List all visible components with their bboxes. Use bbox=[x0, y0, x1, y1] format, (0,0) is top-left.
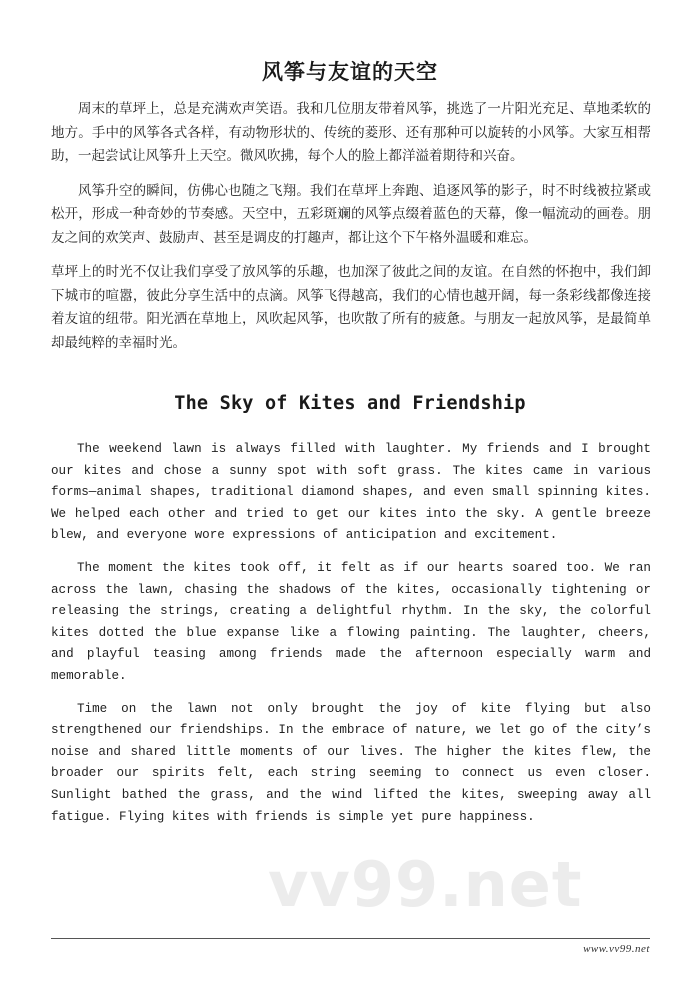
chinese-paragraph-2: 风筝升空的瞬间，仿佛心也随之飞翔。我们在草坪上奔跑、追逐风筝的影子，时不时线被拉紧或松开，形成一种奇妙的节奏感。天空中，五彩斑斓的风筝点缀着蓝色的天幕，像一幅流动的画卷。朋友之间的欢笑声、鼓励声、甚至是调皮的打趣声，都让这个下午格外温暖和难忘。 bbox=[51, 182, 651, 246]
english-body bbox=[51, 439, 651, 839]
chinese-title: 风筝与友谊的天空 bbox=[262, 59, 438, 84]
footer-url: www.vv99.net bbox=[583, 943, 650, 955]
chinese-body bbox=[51, 98, 651, 366]
english-paragraph-3: Time on the lawn not only brought the joy of kite flying but also strengthened our friendships. In the embrace of nature, we let go of the city’s noise and shared little moments of our lives. The higher the kites flew, the broader our spirits felt, each string seeming to connect us even closer. Sunlight bathed the grass, and the wind lifted the kites, sweeping away all fatigue. Flying kites with friends is simple yet pure happiness. bbox=[51, 701, 651, 824]
english-title: The Sky of Kites and Friendship bbox=[174, 393, 526, 414]
watermark-logo: vv99.net bbox=[268, 848, 583, 921]
english-paragraph-1: The weekend lawn is always filled with laughter. My friends and I brought our kites and chose a sunny spot with soft grass. The kites came in various forms—animal shapes, traditional diamond shapes, and even small spinning kites. We helped each other and tried to get our kites into the sky. A gentle breeze blew, and everyone wore expressions of anticipation and excitement. bbox=[51, 442, 651, 543]
english-paragraph-2: The moment the kites took off, it felt as if our hearts soared too. We ran across the lawn, chasing the shadows of the kites, occasionally tightening or releasing the strings, creating a delightful rhythm. In the sky, the colorful kites dotted the blue expanse like a flowing painting. The laughter, cheers, and playful teasing among friends made the afternoon especially warm and memorable. bbox=[51, 560, 651, 683]
footer-divider bbox=[51, 938, 650, 939]
chinese-paragraph-3: 草坪上的时光不仅让我们享受了放风筝的乐趣，也加深了彼此之间的友谊。在自然的怀抱中，我们卸下城市的喧嚣，彼此分享生活中的点滴。风筝飞得越高，我们的心情也越开阔，每一条彩线都像连接着友谊的纽带。阳光洒在草地上，风吹起风筝，也吹散了所有的疲惫。与朋友一起放风筝，是最简单却最纯粹的幸福时光。 bbox=[51, 264, 651, 351]
chinese-paragraph-1: 周末的草坪上，总是充满欢声笑语。我和几位朋友带着风筝，挑选了一片阳光充足、草地柔软的地方。手中的风筝各式各样，有动物形状的、传统的菱形、还有那种可以旋转的小风筝。大家互相帮助，一起尝试让风筝升上天空。微风吹拂，每个人的脸上都洋溢着期待和兴奋。 bbox=[51, 101, 651, 164]
